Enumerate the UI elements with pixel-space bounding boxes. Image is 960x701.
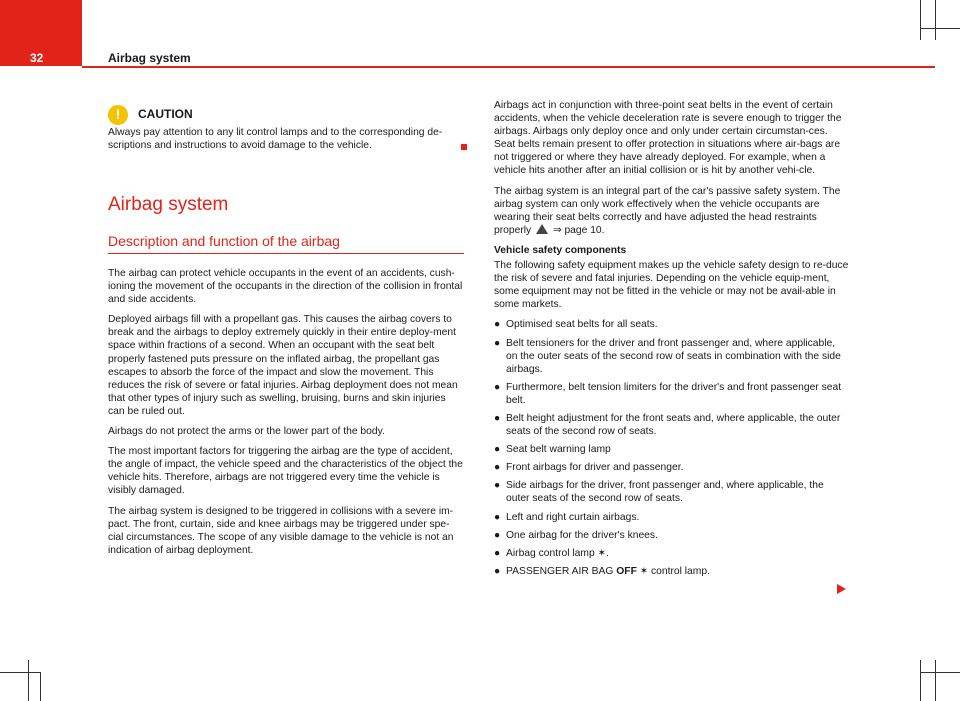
list-item: ● One airbag for the driver's knees. [494, 529, 658, 541]
paragraph: The airbag system is designed to be triggered in collisions with a severe im-pact. The front, curtain, side and knee airbags may be triggered under spe-cial circumstances. The scope of any visible damage to the vehicle is not an indication of airbag deployment. [108, 505, 454, 556]
crop-mark [935, 0, 936, 40]
paragraph: The following safety equipment makes up the vehicle safety design to re-duce the risk of severe and fatal injuries. Depending on the vehicle equip-ment, some equipment may not be fitted in the vehicle or may not be avail-able in some markets. [494, 260, 849, 311]
crop-mark [28, 660, 29, 701]
paragraph: The airbag can protect vehicle occupants in the event of an accidents, cush-ioning the movement of the occupants in the direction of the collision in frontal and side accidents. [108, 268, 463, 306]
running-header: Airbag system [108, 51, 191, 65]
list-item: ● Optimised seat belts for all seats. [494, 319, 658, 331]
crop-mark [0, 672, 40, 673]
header-rule [82, 66, 935, 68]
caution-title: CAUTION [138, 107, 193, 122]
section-title: Airbag system [108, 194, 229, 215]
end-of-section-marker [461, 144, 467, 150]
crop-mark [920, 28, 960, 29]
left-body [108, 267, 464, 564]
airbag-lamp-icon: ✶ [597, 547, 606, 559]
crop-mark [935, 660, 936, 701]
page-reference-link[interactable]: ⇒ page 10. [552, 224, 605, 236]
caution-icon: ! [108, 105, 128, 125]
list-item: ● Left and right curtain airbags. [494, 511, 640, 523]
paragraph: The most important factors for triggering the airbag are the type of accident, the angle of impact, the vehicle speed and the characteristics of the object the vehicle hits. Therefore, airbags are not triggered every time the vehicle is visibly damaged. [108, 446, 463, 497]
list-item: ● Belt tensioners for the driver and front passenger and, where applicable, on the outer seats of the second row of seats in combination with the side airbags. [494, 337, 841, 375]
list-item: ● Belt height adjustment for the front seats and, where applicable, the outer seats of the second row of seats. [494, 412, 841, 438]
list-item: ● Seat belt warning lamp [494, 444, 611, 456]
paragraph: Airbags act in conjunction with three-point seat belts in the event of certain accidents, when the vehicle deceleration rate is severe enough to trigger the airbags. Airbags only deploy once and only under certain circumstan-ces. Seat belts remain present to offer protection in situations where air-bags are not triggered or where they have already deployed. For example, when a vehicle hits another after an initial collision or is hit by another vehi-cle. [494, 100, 842, 177]
next-page-arrow-icon [837, 584, 846, 594]
paragraph-text: The airbag system is an integral part of the car's passive safety system. The airbag system can only work effectively when the vehicle occupants are wearing their seat belts correctly and have adjusted the head restraints properly [494, 185, 841, 236]
caution-text: Always pay attention to any lit control lamps and to the corresponding de-scriptions and instructions to avoid damage to the vehicle. [108, 127, 443, 152]
warning-triangle-icon [536, 224, 548, 234]
page-number: 32 [30, 51, 44, 65]
crop-mark [920, 0, 921, 40]
paragraph: Airbags do not protect the arms or the lower part of the body. [108, 426, 385, 438]
list-item: ● Front airbags for driver and passenger. [494, 462, 684, 474]
list-item: ● Furthermore, belt tension limiters for the driver's and front passenger seat belt. [494, 381, 842, 406]
crop-mark [40, 672, 41, 701]
right-body [494, 99, 849, 583]
passenger-airbag-off-icon: OFF [616, 565, 637, 577]
list-item: ● Side airbags for the driver, front passenger and, where applicable, the outer seats of the second row of seats. [494, 480, 824, 505]
section-subtitle: Description and function of the airbag [108, 233, 340, 249]
components-heading: Vehicle safety components [494, 244, 627, 256]
crop-mark [920, 660, 921, 701]
paragraph: Deployed airbags fill with a propellant gas. This causes the airbag covers to break and the airbags to deploy extremely quickly in their entire deploy-ment space within fractions of a second. When an occupant with the seat belt properly fastened puts pressure on the inflated airbag, the propellant gas escapes to absorb the force of the impact and slow the movement. This reduces the risk of severe or fatal injuries. Airbag deployment does not mean that other types of injury such as swelling, bruising, burns and skin injuries can be ruled out. [108, 314, 458, 417]
subtitle-rule [108, 253, 464, 254]
list-item: ● Airbag control lamp ✶. [494, 547, 609, 559]
caution-box [108, 104, 464, 159]
paragraph [494, 185, 849, 237]
list-item: ● PASSENGER AIR BAG OFF ✶ control lamp. [494, 565, 710, 577]
crop-mark [920, 672, 960, 673]
